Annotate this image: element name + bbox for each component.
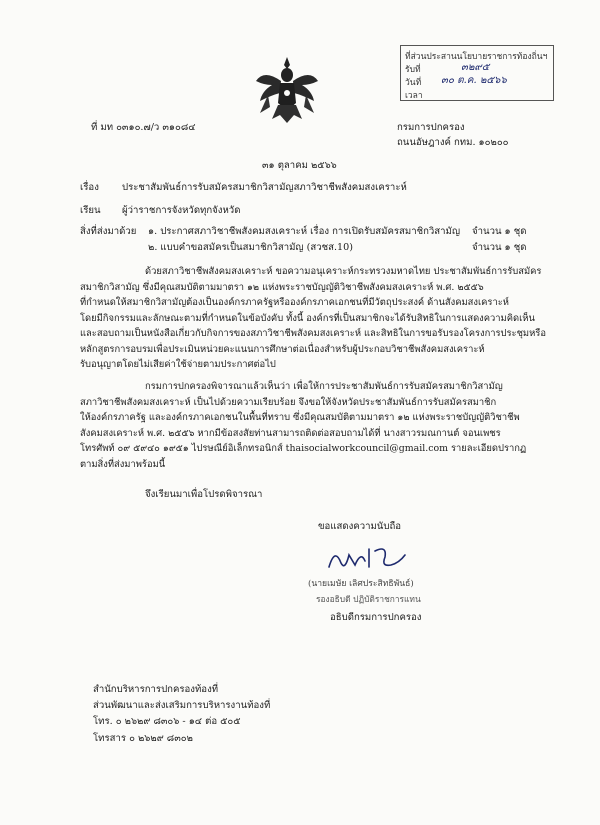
paragraph-line: ที่กำหนดให้สมาชิกวิสามัญต้องเป็นองค์กรภาครัฐหรือองค์กรภาคเอกชนที่มีวัตถุประสงค์ ด้านสังคมสงเคราะห์ bbox=[80, 297, 509, 308]
stamp-date-label: วันที่ bbox=[405, 78, 422, 88]
enclosure-quantity: จำนวน ๑ ชุด bbox=[472, 242, 527, 253]
paragraph-line: ด้วยสภาวิชาชีพสังคมสงเคราะห์ ขอความอนุเคราะห์กระทรวงมหาดไทย ประชาสัมพันธ์การรับสมัคร bbox=[145, 266, 542, 277]
paragraph-line: สภาวิชาชีพสังคมสงเคราะห์ เป็นไปด้วยความเรียบร้อย จึงขอให้จังหวัดประชาสัมพันธ์การรับสมัครสมาชิก bbox=[80, 396, 497, 408]
paragraph-line: โดยมีกิจกรรมและลักษณะตามที่กำหนดในข้อบังคับ ทั้งนี้ องค์กรที่เป็นสมาชิกจะได้รับสิทธิในการแสดงความคิดเห็น bbox=[80, 312, 535, 324]
recipient-label: เรียน bbox=[80, 205, 101, 216]
footer-telephone: โทร. ๐ ๒๖๒๙ ๘๓๐๖ - ๑๔ ต่อ ๕๐๕ bbox=[93, 716, 241, 727]
organization-address: ถนนอัษฎางค์ กทม. ๑๐๒๐๐ bbox=[397, 137, 509, 148]
paragraph-line: กรมการปกครองพิจารณาแล้วเห็นว่า เพื่อให้การประชาสัมพันธ์การรับสมัครสมาชิกวิสามัญ bbox=[145, 381, 503, 392]
body-paragraph-1 bbox=[80, 264, 560, 373]
footer-office: สำนักบริหารการปกครองท้องที่ bbox=[93, 684, 219, 695]
enclosure-item: ๑. ประกาศสภาวิชาชีพสังคมสงเคราะห์ เรื่อง การเปิดรับสมัครสมาชิกวิสามัญ bbox=[148, 226, 461, 237]
handwritten-signature bbox=[325, 543, 409, 573]
stamp-date: ๓๐ ต.ค. ๒๕๖๖ bbox=[441, 75, 507, 86]
garuda-emblem-icon bbox=[254, 55, 320, 125]
body-paragraph-2 bbox=[80, 379, 560, 472]
subject-text: ประชาสัมพันธ์การรับสมัครสมาชิกวิสามัญสภาวิชาชีพสังคมสงเคราะห์ bbox=[122, 182, 407, 193]
paragraph-line: หลักสูตรการอบรมเพื่อประเมินหน่วยคะแนนการศึกษาต่อเนื่องสำหรับผู้ประกอบวิชาชีพสังคมสงเคราะห์ bbox=[80, 343, 485, 355]
enclosure-quantity: จำนวน ๑ ชุด bbox=[472, 226, 527, 237]
enclosure-item: ๒. แบบคำขอสมัครเป็นสมาชิกวิสามัญ (สวชส.10) bbox=[148, 242, 354, 253]
receiving-stamp bbox=[400, 45, 554, 101]
footer-division: ส่วนพัฒนาและส่งเสริมการบริหารงานท้องที่ bbox=[93, 700, 271, 711]
issuing-organization: กรมการปกครอง bbox=[397, 122, 465, 133]
signatory-title: อธิบดีกรมการปกครอง bbox=[330, 612, 422, 623]
paragraph-line: โทรศัพท์ ๐๙ ๕๙๔๐ ๑๙๕๑ ไปรษณีย์อิเล็กทรอนิกส์ thaisocialworkcouncil@gmail.com รายละเอียดปรากฏ bbox=[80, 443, 527, 454]
stamp-office: ที่ส่วนประสานนโยบายราชการท้องถิ่นฯ bbox=[405, 52, 548, 62]
document-date: ๓๑ ตุลาคม ๒๕๖๖ bbox=[262, 160, 337, 171]
paragraph-line: ให้องค์กรภาครัฐ และองค์กรภาคเอกชนในพื้นที่ทราบ ซึ่งมีคุณสมบัติตามมาตรา ๑๒ แห่งพระราชบัญญัติวิชาชีพ bbox=[80, 412, 520, 423]
closing-statement: จึงเรียนมาเพื่อโปรดพิจารณา bbox=[145, 489, 263, 500]
signatory-position: รองอธิบดี ปฏิบัติราชการแทน bbox=[316, 594, 421, 604]
stamp-receive-number: ๓๒๙๕ bbox=[461, 62, 490, 73]
paragraph-line: และสอบถามเป็นหนังสือเกี่ยวกับกิจการของสภาวิชาชีพสังคมสงเคราะห์ และสิทธิในการขอรับรองโครงการประชุมหรือ bbox=[80, 328, 546, 339]
signatory-name: (นายเมษัย เลิศประสิทธิพันธ์) bbox=[308, 579, 414, 589]
paragraph-line: สมาชิกวิสามัญ ซึ่งมีคุณสมบัติตามมาตรา ๑๒ แห่งพระราชบัญญัติวิชาชีพสังคมสงเคราะห์ พ.ศ. ๒๕๕๖ bbox=[80, 281, 484, 293]
stamp-receive-label: รับที่ bbox=[405, 65, 421, 75]
paragraph-line: สังคมสงเคราะห์ พ.ศ. ๒๕๕๖ หากมีข้อสงสัยท่านสามารถติดต่อสอบถามได้ที่ นางสาวรมณกานต์ จอนเพชร bbox=[80, 427, 501, 439]
regards-text: ขอแสดงความนับถือ bbox=[318, 521, 402, 532]
subject-label: เรื่อง bbox=[80, 182, 99, 193]
paragraph-line: รับอนุญาตโดยไม่เสียค่าใช้จ่ายตามประกาศต่อไป bbox=[80, 359, 276, 370]
document-number: ที่ มท ๐๓๑๐.๗/ว ๓๑๐๘๔ bbox=[91, 122, 196, 133]
enclosures-label: สิ่งที่ส่งมาด้วย bbox=[80, 226, 137, 237]
stamp-time-label: เวลา bbox=[405, 91, 423, 101]
footer-fax: โทรสาร ๐ ๒๖๒๙ ๘๓๐๒ bbox=[93, 733, 193, 744]
paragraph-line: ตามสิ่งที่ส่งมาพร้อมนี้ bbox=[80, 458, 166, 470]
recipient-text: ผู้ว่าราชการจังหวัดทุกจังหวัด bbox=[122, 205, 241, 216]
